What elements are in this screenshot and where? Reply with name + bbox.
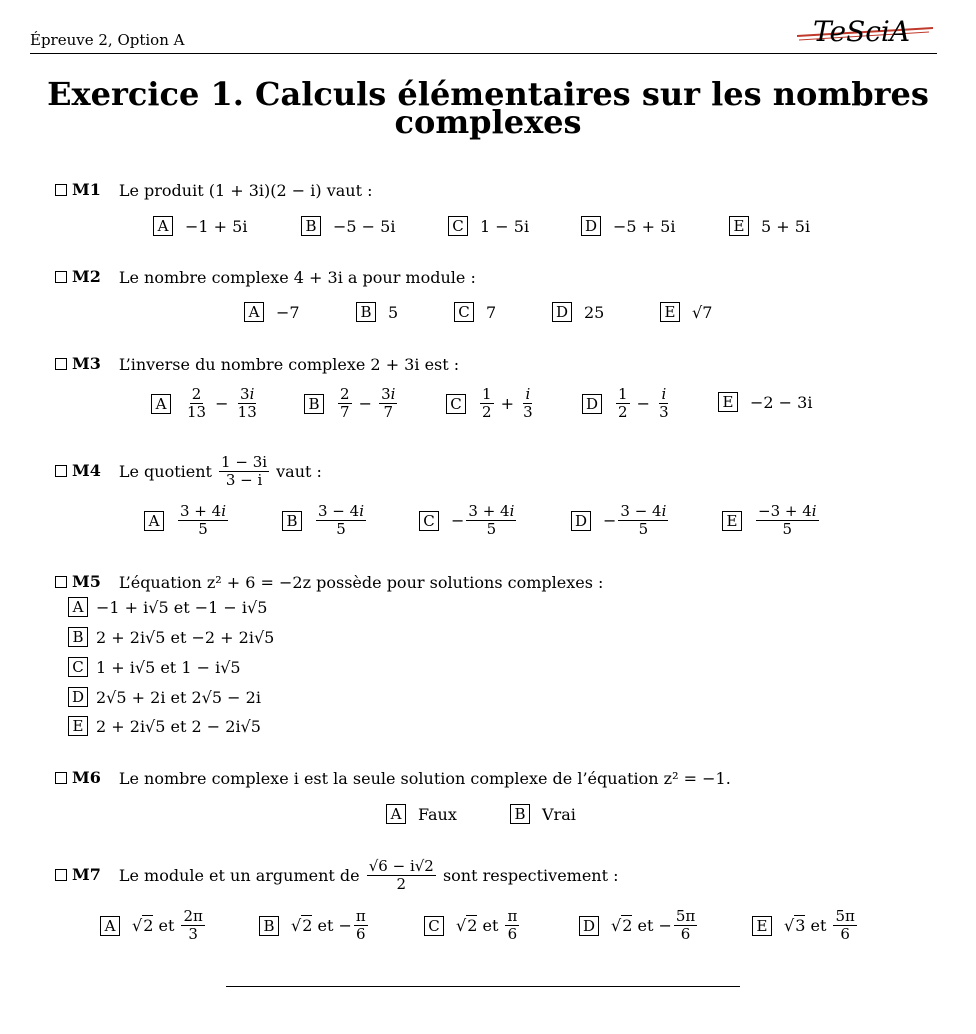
m6-option-b[interactable]: B Vrai [510,804,576,824]
m2-option-e[interactable]: E √7 [660,302,712,322]
question-checkbox[interactable] [55,271,67,283]
m1-option-b[interactable]: B −5 − 5i [301,216,395,236]
m5-option-c[interactable]: C 1 + i√5 et 1 − i√5 [68,657,241,677]
m2-option-b[interactable]: B 5 [356,302,398,322]
footer-rule [226,986,740,987]
m1-option-d[interactable]: D −5 + 5i [581,216,675,236]
m4-fraction: $\frac{1 - 3i}{3 - i}$ [221,453,268,489]
m7-option-b[interactable]: B √2 et − $\frac{\pi}{6}$ [259,908,370,943]
header-exam-label: Épreuve 2, Option A [30,31,185,49]
m5-option-d[interactable]: D 2√5 + 2i et 2√5 − 2i [68,687,261,707]
question-id: M1 [72,180,101,199]
m7-option-d[interactable]: D √2 et − $\frac{5\pi}{6}$ [579,908,699,943]
m3-option-b[interactable]: B 2 7 − $\frac{3i}{7}$ [304,386,399,421]
m4-option-c[interactable]: C − $\frac{3 + 4i}{5}$ [419,503,518,538]
m6-option-a[interactable]: A Faux [386,804,457,824]
m3-option-e[interactable]: E −2 − 3i [718,392,812,412]
title-line-2: complexes [394,103,582,141]
m7-fraction: $\frac{√6 - i√2}{2}$ [368,857,434,893]
m1-option-e[interactable]: E 5 + 5i [729,216,810,236]
question-checkbox[interactable] [55,576,67,588]
question-m6: M6 Le nombre complexe i est la seule solution complexe de l’équation z² = −1. [55,768,731,788]
question-checkbox[interactable] [55,869,67,881]
question-m5: M5 L’équation z² + 6 = −2z possède pour solutions complexes : [55,572,603,592]
question-checkbox[interactable] [55,465,67,477]
question-checkbox[interactable] [55,184,67,196]
question-text: Le produit (1 + 3i)(2 − i) vaut : [118,181,373,200]
m2-option-a[interactable]: A −7 [244,302,300,322]
m7-option-c[interactable]: C √2 et π 6 [424,908,521,943]
m5-option-a[interactable]: A −1 + i√5 et −1 − i√5 [68,597,267,617]
m2-option-d[interactable]: D 25 [552,302,604,322]
m3-option-a[interactable]: A 2 13 − $\frac{3i}{13}$ [151,386,261,421]
title-line-1: Exercice 1. Calculs élémentaires sur les nombres [47,75,929,113]
question-m1 [55,180,373,200]
question-checkbox[interactable] [55,358,67,370]
m3-option-c[interactable]: C 1 2 + $\frac{i}{3}$ [446,386,537,421]
m7-option-a[interactable]: A √2 et 2π 3 [100,908,207,943]
question-m2: M2 Le nombre complexe 4 + 3i a pour module : [55,267,476,287]
m5-option-e[interactable]: E 2 + 2i√5 et 2 − 2i√5 [68,716,261,736]
m1-option-a[interactable]: A −1 + 5i [153,216,247,236]
m7-option-e[interactable]: E √3 et 5π 6 [752,908,859,943]
tescia-logo [797,14,933,50]
svg-text:TeSciA: TeSciA [813,15,911,48]
m4-option-b[interactable]: B 3 − 4i 5 [282,503,368,538]
m3-option-d[interactable]: D 1 2 − $\frac{i}{3}$ [582,386,673,421]
m4-option-d[interactable]: D − $\frac{3 - 4i}{5}$ [571,503,670,538]
m4-option-a[interactable]: A 3 + 4i 5 [144,503,230,538]
page-header [30,14,937,54]
m2-option-c[interactable]: C 7 [454,302,496,322]
exercise-title [0,75,976,141]
m1-option-c[interactable]: C 1 − 5i [448,216,529,236]
question-m7: M7 Le module et un argument de $\frac{√6 - i√2}{2}$ sont respectivement : [55,858,619,893]
m5-option-b[interactable]: B 2 + 2i√5 et −2 + 2i√5 [68,627,274,647]
question-checkbox[interactable] [55,772,67,784]
question-m3: M3 L’inverse du nombre complexe 2 + 3i est : [55,354,459,374]
m4-option-e[interactable]: E −3 + 4i 5 [722,503,821,538]
question-m4: M4 Le quotient $\frac{1 - 3i}{3 - i}$ vaut : [55,454,322,489]
